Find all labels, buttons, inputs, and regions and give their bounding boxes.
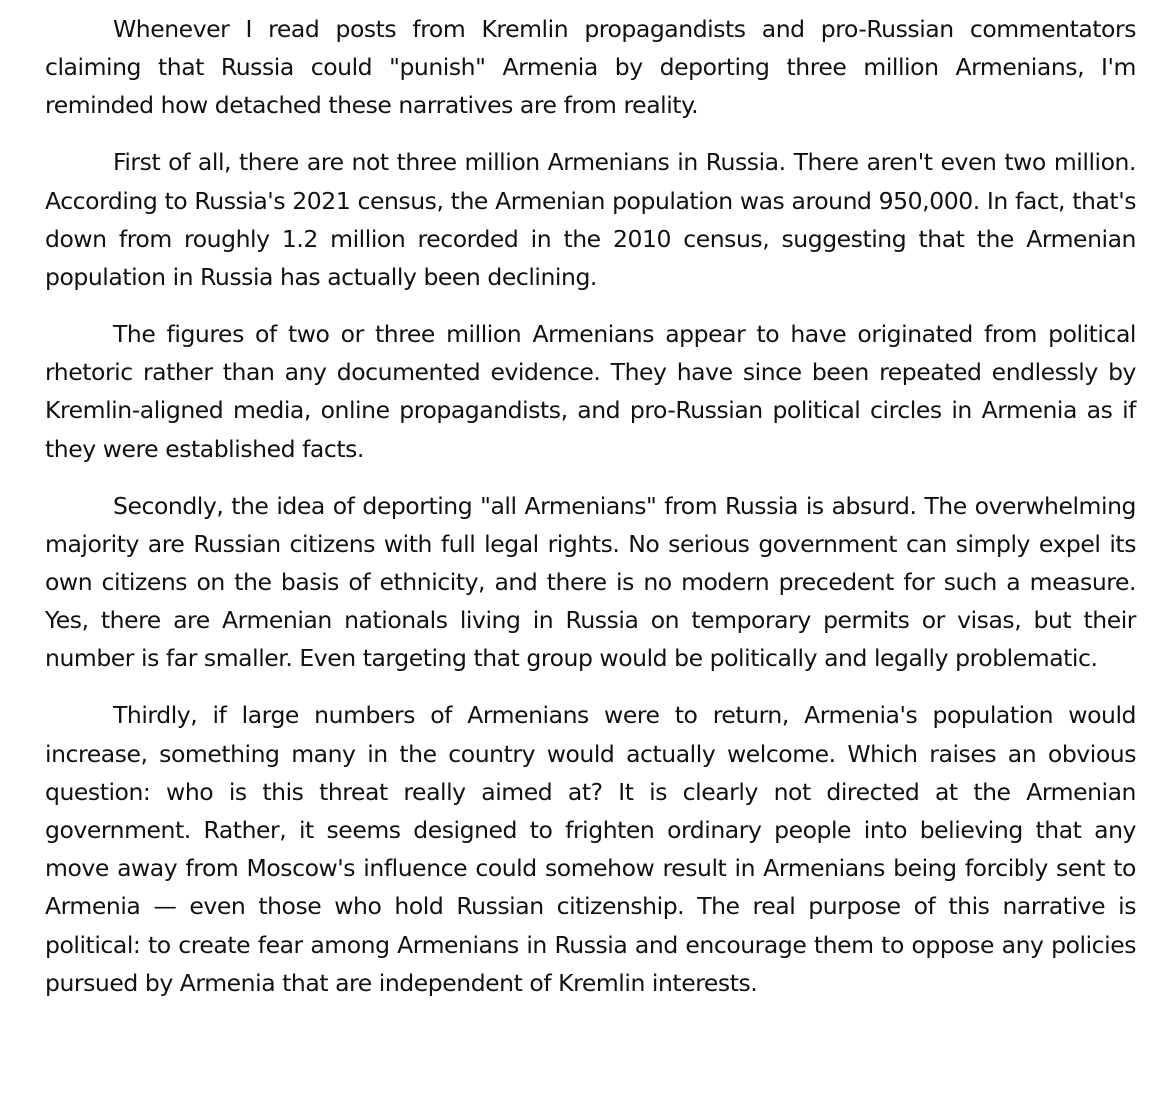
document-body [45, 10, 1136, 1002]
paragraph-first-point: First of all, there are not three million Armenians in Russia. There aren't even two million. According to Russia's 2021 census, the Armenian population was around 950,000. In fact, that's down from roughly 1.2 million recorded in the 2010 census, suggesting that the Armenian population in Russia has actually been declining. [45, 148, 1136, 292]
paragraph-intro: Whenever I read posts from Kremlin propagandists and pro-Russian commentators claiming that Russia could "punish" Armenia by deporting three million Armenians, I'm reminded how detached these narratives are from reality. [45, 15, 1136, 120]
paragraph-second-point: Secondly, the idea of deporting "all Armenians" from Russia is absurd. The overwhelming majority are Russian citizens with full legal rights. No serious government can simply expel its own citizens on the basis of ethnicity, and there is no modern precedent for such a measure. Yes, there are Armenian nationals living in Russia on temporary permits or visas, but their number is far smaller. Even targeting that group would be politically and legally problematic. [45, 491, 1136, 673]
paragraph-third-point: Thirdly, if large numbers of Armenians were to return, Armenia's population would increase, something many in the country would actually welcome. Which raises an obvious question: who is this threat really aimed at? It is clearly not directed at the Armenian government. Rather, it seems designed to frighten ordinary people into believing that any move away from Moscow's influence could somehow result in Armenians being forcibly sent to Armenia — even those who hold Russian citizenship. The real purpose of this narrative is political: to create fear among Armenians in Russia and encourage them to oppose any policies pursued by Armenia that are independent of Kremlin interests. [45, 701, 1136, 997]
paragraph-figures-origin: The figures of two or three million Armenians appear to have originated from political rhetoric rather than any documented evidence. They have since been repeated endlessly by Kremlin-aligned media, online propagandists, and pro-Russian political circles in Armenia as if they were established facts. [45, 320, 1136, 463]
